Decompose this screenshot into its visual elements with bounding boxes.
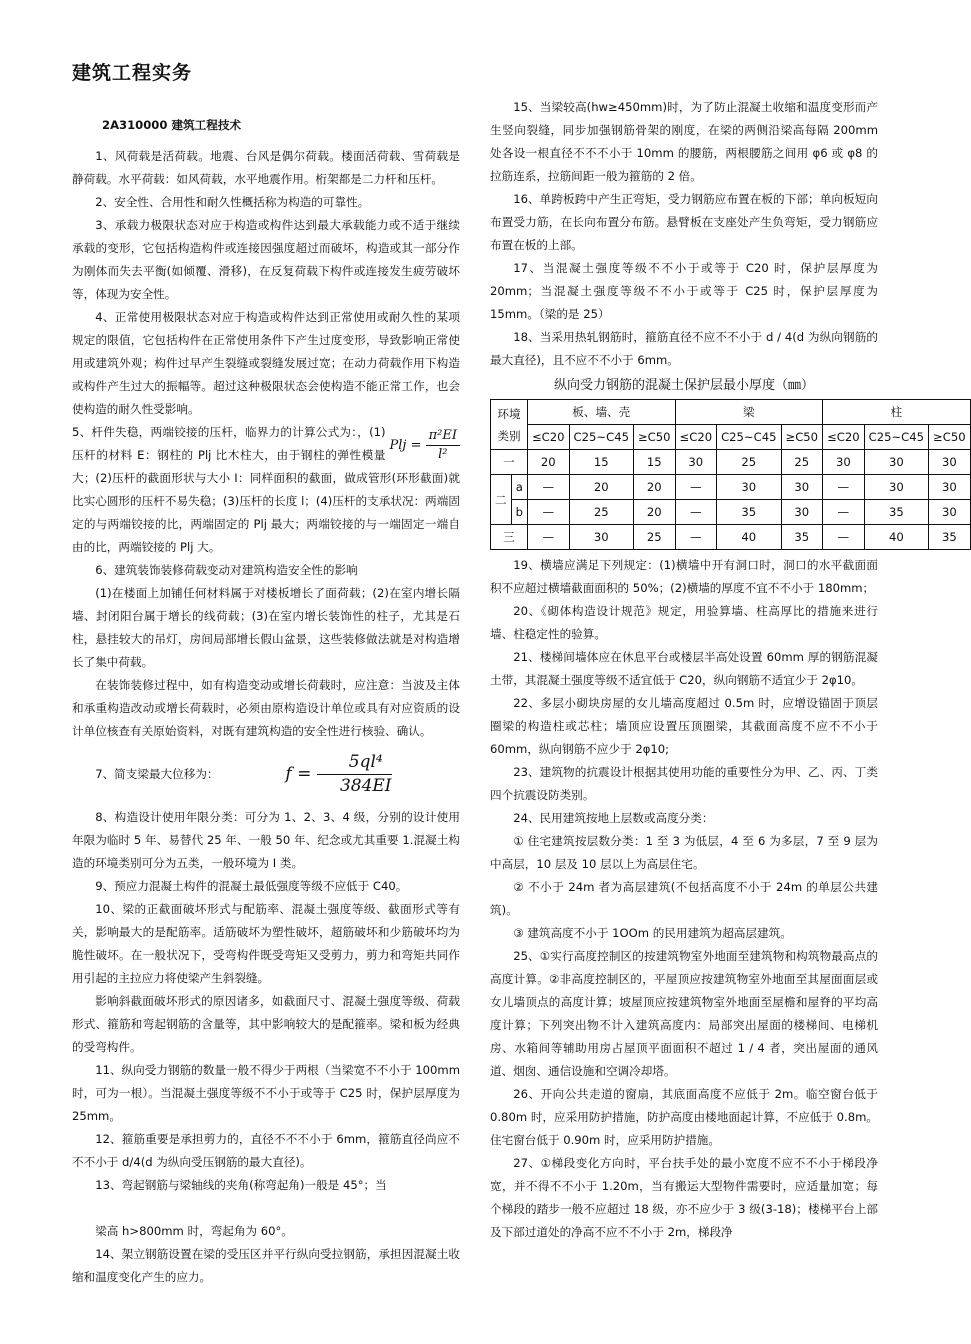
group-header: 柱 [823, 400, 971, 425]
table-cell: 15 [633, 450, 675, 475]
paragraph-11: 11、纵向受力钢筋的数量一般不得少于两根（当梁宽不不小于 100mm 时，可为一根）。当混凝土强度等级不不小于或等于 C25 时，保护层厚度为 25mm。 [72, 1063, 460, 1123]
table-row [491, 525, 971, 550]
paragraph-16: 16、单跨板跨中产生正弯矩，受力钢筋应布置在板的下部；单向板短向布置受力筋，在长向布置分布筋。悬臂板在支座处产生负弯矩，受力钢筋应布置在板的上部。 [490, 192, 878, 252]
paragraph-14: 14、架立钢筋设置在梁的受压区并平行纵向受拉钢筋，承担因混凝土收缩和温度变化产生的应力。 [72, 1247, 460, 1284]
subheader-cell: ≤C20 [675, 425, 717, 450]
subheader-cell: C25~C45 [864, 425, 928, 450]
paragraph-5-block [72, 421, 460, 559]
paragraph-24: 24、民用建筑按地上层数或高度分类： [513, 811, 714, 825]
env-subclass-cell: b [511, 500, 527, 525]
table-cell: 25 [717, 450, 781, 475]
subheader-cell: ≥C50 [781, 425, 823, 450]
paragraph-10: 10、梁的正截面破坏形式与配筋率、混凝土强度等级、截面形式等有关，影响最大的是配筋率。适筋破坏为塑性破坏，超筋破坏和少筋破坏均为脆性破坏。在一般状况下，受弯构件既受弯矩又受剪力，剪力和弯矩共同作用引起的主拉应力将使梁产生斜裂缝。 [72, 902, 460, 985]
table-row [491, 475, 971, 500]
subheader-cell: ≤C20 [823, 425, 865, 450]
right-column [490, 96, 966, 1244]
paragraph-3: 3、承载力极限状态对应于构造或构件达到最大承载能力或不适于继续承载的变形，它包括构造构件或连接因强度超过而破坏，构造或其一部分作为刚体而失去平衡(如倾覆、滑移)，在反复荷载下构件或连接发生疲劳破坏等，体现为安全性。 [72, 218, 460, 301]
group-header: 板、墙、壳 [527, 400, 675, 425]
table-cell: 25 [633, 525, 675, 550]
table-cell: 30 [717, 475, 781, 500]
subheader-cell: C25~C45 [717, 425, 781, 450]
paragraph-25: 25、①实行高度控制区的按建筑物室外地面至建筑物和构筑物最高点的高度计算。②非高度控制区的，平屋顶应按建筑物室外地面至其屋面面层或女儿墙顶点的高度计算；坡屋顶应按建筑物室外地面至屋檐和屋脊的平均高度计算；下列突出物不计入建筑高度内：局部突出屋面的楼梯间、电梯机房、水箱间等辅助用房占屋顶平面面积不超过 1 / 4 者，突出屋面的通风道、烟囱、通信设施和空调冷却塔。 [490, 949, 878, 1078]
table-cell: 35 [781, 525, 823, 550]
paragraph-13: 13、弯起钢筋与梁轴线的夹角(称弯起角)一般是 45°；当 [95, 1178, 387, 1192]
cover-table-body [491, 400, 971, 550]
env-class-header: 环境类别 [491, 400, 528, 450]
formula-f-fraction [317, 751, 392, 798]
formula-plj-lhs: Plj = [389, 438, 422, 453]
paragraph-24b: ② 不小于 24m 者为高层建筑(不包括高度不小于 24m 的单层公共建筑)。 [490, 880, 878, 917]
formula-f-denominator: 384EI [339, 776, 392, 796]
formula-f-numerator: 5ql⁴ [317, 751, 392, 775]
table-cell: — [527, 525, 569, 550]
group-header: 梁 [675, 400, 823, 425]
left-column [72, 96, 460, 1289]
subheader-cell: ≤C20 [527, 425, 569, 450]
paragraph-20: 20、《砌体构造设计规范》规定，用验算墙、柱高厚比的措施来进行墙、柱稳定性的验算。 [490, 604, 878, 641]
formula-plj-denominator: l² [438, 447, 448, 462]
table-cell: 40 [717, 525, 781, 550]
table-cell: 30 [781, 475, 823, 500]
env-subclass-cell: a [511, 475, 527, 500]
subheader-cell: ≥C50 [633, 425, 675, 450]
table-cell: 20 [569, 475, 633, 500]
paragraph-21: 21、楼梯间墙体应在休息平台或楼层半高处设置 60mm 厚的钢筋混凝土带，其混凝土强度等级不适宜低于 C20，纵向钢筋不适宜少于 2φ10。 [490, 650, 878, 687]
table-cell: 30 [781, 500, 823, 525]
table-cell: — [823, 500, 865, 525]
paragraph-5: 5、杆件失稳，两端铰接的压杆，临界力的计算公式为：，(1)压杆的材料 E：钢柱的 Plj 比木柱大，由于钢柱的弹性模量大；(2)压杆的截面形状与大小 I：同样面积的截面，做成管形(环形截面)就比实心圆形的压杆不易失稳；(3)压杆的长度 l；(4)压杆的支承状况：两端固定的与两端铰接的比，两端固定的 Plj 最大；两端铰接的与一端固定一端自由的比，两端铰接的 Plj 大。 [72, 425, 460, 554]
paragraph-22: 22、多层小砌块房屋的女儿墙高度超过 0.5m 时，应增设锚固于顶层圈梁的构造柱或芯柱；墙顶应设置压顶圈梁，其截面高度不应不不小于 60mm，纵向钢筋不应少于 2φ10; [490, 696, 878, 756]
table-cell: — [527, 500, 569, 525]
table-cell: 25 [781, 450, 823, 475]
table-row [491, 450, 971, 475]
paragraph-9: 9、预应力混凝土构件的混凝土最低强度等级不应低于 C40。 [95, 879, 408, 893]
table-cell: 30 [864, 450, 928, 475]
env-class-cell: 一 [491, 450, 528, 475]
paragraph-7 [72, 751, 460, 798]
paragraph-13b: 梁高 h>800mm 时，弯起角为 60°。 [95, 1224, 293, 1238]
deflection-formula [262, 751, 391, 798]
table-cell: — [675, 525, 717, 550]
table-cell: 20 [633, 500, 675, 525]
section-heading: 2A310000 建筑工程技术 [102, 118, 242, 132]
paragraph-18: 18、当采用热轧钢筋时，箍筋直径不应不不小于 d / 4(d 为纵向钢筋的最大直径)，且不应不不小于 6mm。 [490, 330, 878, 367]
table-cell: 30 [864, 475, 928, 500]
paragraph-12: 12、箍筋重要是承担剪力的，直径不不不小于 6mm，箍筋直径尚应不不不小于 d/4(d 为纵向受压钢筋的最大直径)。 [72, 1132, 460, 1169]
paragraph-24a: ① 住宅建筑按层数分类：1 至 3 为低层，4 至 6 为多层，7 至 9 层为中高层，10 层及 10 层以上为高层住宅。 [490, 834, 878, 871]
table-cell: 20 [633, 475, 675, 500]
table-cell: 30 [929, 475, 971, 500]
table-cell: — [675, 500, 717, 525]
table-cell: 20 [527, 450, 569, 475]
table-cell: — [823, 525, 865, 550]
paragraph-1: 1、风荷载是活荷载。地震、台风是偶尔荷载。楼面活荷载、雪荷载是静荷载。水平荷载：如风荷载，水平地震作用。桁架都是二力杆和压杆。 [72, 149, 460, 186]
blank-line [72, 1197, 460, 1220]
subheader-cell: C25~C45 [569, 425, 633, 450]
paragraph-10b: 影响斜截面破坏形式的原因诸多，如截面尺寸、混凝土强度等级、荷载形式、箍筋和弯起钢筋的含量等，其中影响较大的是配箍率。梁和板为经典的受弯构件。 [72, 994, 460, 1054]
table-subheader-row [491, 425, 971, 450]
table-cell: — [675, 475, 717, 500]
paragraph-8: 8、构造设计使用年限分类：可分为 1、2、3、4 级，分别的设计使用年限为临时 5 年、易替代 25 年、一般 50 年、纪念或尤其重要 1.混凝土构造的环境类别可分为五类，一般环境为 I 类。 [72, 810, 460, 870]
formula-f-lhs: f = [285, 764, 312, 784]
document-title: 建筑工程实务 [72, 62, 193, 84]
table-cell: 15 [569, 450, 633, 475]
table-cell: 35 [717, 500, 781, 525]
paragraph-6b: 在装饰装修过程中，如有构造变动或增长荷载时，应注意：当波及主体和承重构造改动或增长荷载时，必须由原构造设计单位或具有对应资质的设计单位核查有关原始资料，对既有建筑构造的安全性进行核验、确认。 [72, 678, 460, 738]
table-cell: — [527, 475, 569, 500]
paragraph-23: 23、建筑物的抗震设计根据其使用功能的重要性分为甲、乙、丙、丁类四个抗震设防类别。 [490, 765, 878, 802]
paragraph-27: 27、①梯段变化方向时，平台扶手处的最小宽度不应不不小于梯段净宽，并不得不不小于 1.20m，当有搬运大型物件需要时，应适量加宽；每个梯段的踏步一般不应超过 18 级，亦不应少于 3 级(3-18)；楼梯平台上部及下部过道处的净高不应不不小于 2m，梯段净 [490, 1156, 878, 1239]
table-cell: 30 [569, 525, 633, 550]
paragraph-26: 26、开向公共走道的窗扇，其底面高度不应低于 2m。临空窗台低于 0.80m 时，应采用防护措施，防护高度由楼地面起计算，不应低于 0.8m。住宅窗台低于 0.90m 时，应采用防护措施。 [490, 1087, 878, 1147]
paragraph-24c: ③ 建筑高度不小于 1OOm 的民用建筑为超高层建筑。 [513, 926, 792, 940]
table-cell: 25 [569, 500, 633, 525]
table-cell: — [823, 475, 865, 500]
table-cell: 30 [929, 500, 971, 525]
table-cell: 35 [864, 500, 928, 525]
table-cell: 30 [929, 450, 971, 475]
table-cell: 35 [929, 525, 971, 550]
critical-force-formula [390, 427, 461, 464]
table-header-row [491, 400, 971, 425]
paragraph-17: 17、当混凝土强度等级不不小于或等于 C20 时，保护层厚度为 20mm；当混凝土强度等级不不小于或等于 C25 时，保护层厚度为 15mm。（梁的是 25） [490, 261, 878, 321]
paragraph-4: 4、正常使用极限状态对应于构造或构件达到正常使用或耐久性的某项规定的限值，它包括构件在正常使用条件下产生过度变形，导致影响正常使用或建筑外观；构件过早产生裂缝或裂缝发展过宽；在动力荷载作用下构造或构件产生过大的振幅等。超过这种极限状态会使构造不能正常工作，也会使构造的耐久性受影响。 [72, 310, 460, 416]
formula-plj-fraction [426, 427, 460, 464]
env-class-cell: 三 [491, 525, 528, 550]
paragraph-15: 15、当梁较高(hw≥450mm)时，为了防止混凝土收缩和温度变形而产生竖向裂缝，同步加强钢筋骨架的刚度，在梁的两侧沿梁高每隔 200mm 处各设一根直径不不不小于 10mm 的腰筋，两根腰筋之间用 φ6 或 φ8 的拉筋连系，拉筋间距一般为箍筋的 2 倍。 [490, 100, 878, 183]
paragraph-7-text: 7、简支梁最大位移为： [95, 767, 219, 781]
table-caption: 纵向受力钢筋的混凝土保护层最小厚度（㎜） [553, 378, 814, 393]
env-class-cell: 二 [491, 475, 512, 525]
cover-thickness-table [490, 399, 971, 550]
paragraph-6a: (1)在楼面上加铺任何材料属于对楼板增长了面荷载；(2)在室内增长隔墙、封闭阳台属于增长的线荷载；(3)在室内增长装饰性的柱子，尤其是石柱，悬挂较大的吊灯，房间局部增长假山盆景，这些装修做法就是对构造增长了集中荷载。 [72, 586, 460, 669]
paragraph-19: 19、横墙应满足下列规定：(1)横墙中开有洞口时，洞口的水平截面面积不应超过横墙截面面积的 50%；(2)横墙的厚度不宜不不小于 180mm； [490, 558, 878, 595]
table-row [491, 500, 971, 525]
paragraph-6: 6、建筑装饰装修荷载变动对建筑构造安全性的影响 [95, 563, 358, 577]
formula-plj-numerator: π²EI [426, 427, 460, 446]
table-cell: 30 [823, 450, 865, 475]
table-cell: 30 [675, 450, 717, 475]
paragraph-2: 2、安全性、合用性和耐久性概括称为构造的可靠性。 [95, 195, 370, 209]
subheader-cell: ≥C50 [929, 425, 971, 450]
table-cell: 40 [864, 525, 928, 550]
